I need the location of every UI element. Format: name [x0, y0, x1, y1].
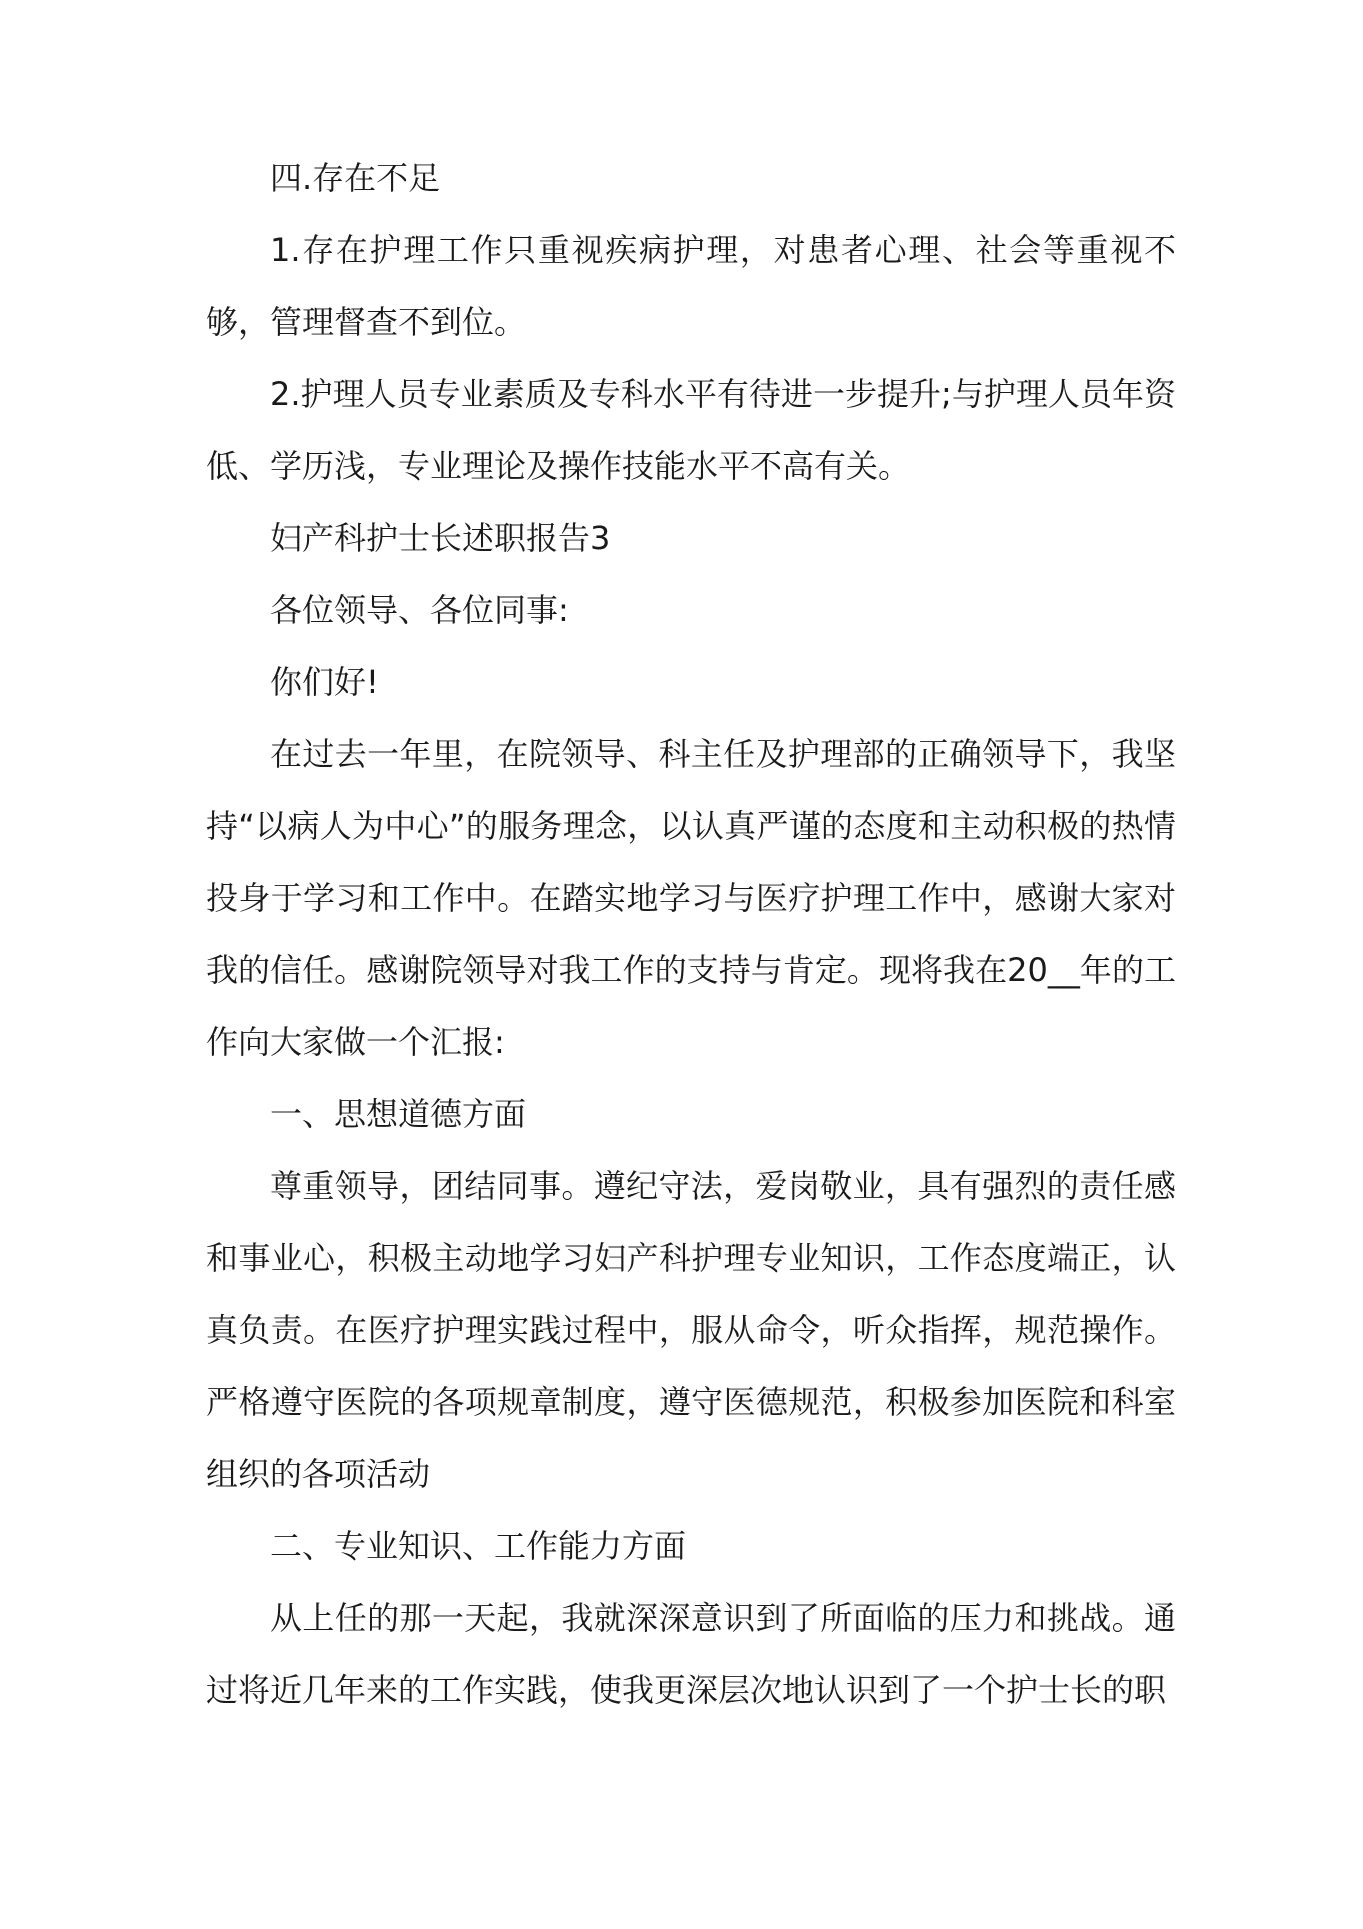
- heading-ideology-morality: 一、思想道德方面: [270, 1095, 527, 1133]
- salutation: 各位领导、各位同事:: [270, 591, 569, 629]
- report-title: 妇产科护士长述职报告3: [270, 519, 611, 557]
- paragraph-shortcoming-1: 1.存在护理工作只重视疾病护理，对患者心理、社会等重视不够，管理督查不到位。: [206, 231, 1176, 341]
- greeting: 你们好!: [270, 663, 379, 701]
- paragraph-ideology-morality: 尊重领导，团结同事。遵纪守法，爱岗敬业，具有强烈的责任感和事业心，积极主动地学习妇产科护理专业知识，工作态度端正，认真负责。在医疗护理实践过程中，服从命令，听众指挥，规范操作。严格遵守医院的各项规章制度，遵守医德规范，积极参加医院和科室组织的各项活动: [206, 1167, 1176, 1493]
- heading-professional-knowledge: 二、专业知识、工作能力方面: [270, 1527, 687, 1565]
- paragraph-shortcoming-2: 2.护理人员专业素质及专科水平有待进一步提升;与护理人员年资低、学历浅，专业理论及操作技能水平不高有关。: [206, 375, 1176, 485]
- heading-shortcomings: 四.存在不足: [270, 159, 441, 197]
- paragraph-professional-knowledge: 从上任的那一天起，我就深深意识到了所面临的压力和挑战。通过将近几年来的工作实践，使我更深层次地认识到了一个护士长的职: [206, 1599, 1176, 1709]
- document-body: [206, 142, 1176, 1726]
- paragraph-introduction: 在过去一年里，在院领导、科主任及护理部的正确领导下，我坚持“以病人为中心”的服务理念，以认真严谨的态度和主动积极的热情投身于学习和工作中。在踏实地学习与医疗护理工作中，感谢大家对我的信任。感谢院领导对我工作的支持与肯定。现将我在20__年的工作向大家做一个汇报:: [206, 735, 1176, 1061]
